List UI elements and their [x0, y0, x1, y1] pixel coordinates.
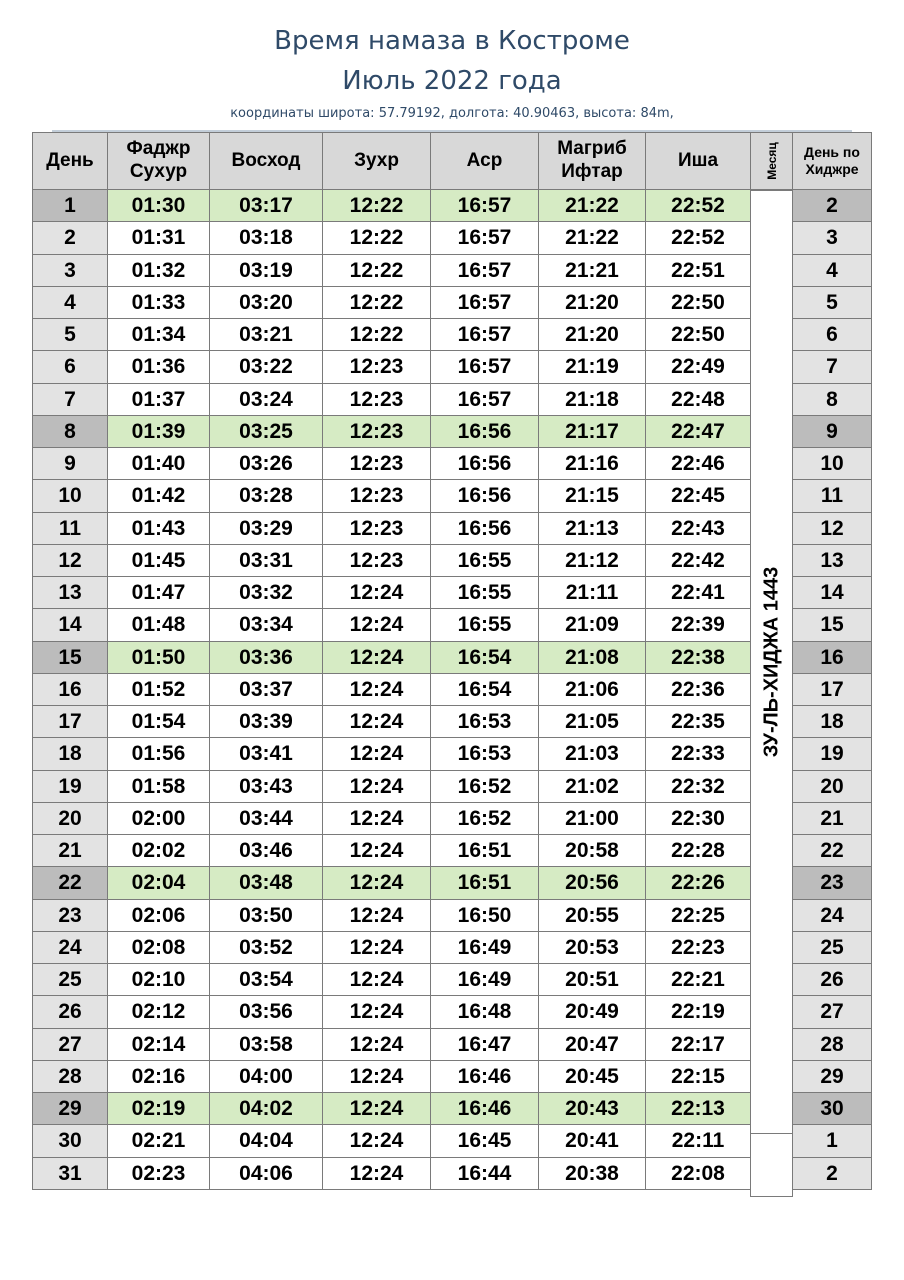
cell-maghrib: 21:08: [538, 641, 646, 674]
cell-zuhr: 12:24: [322, 1028, 431, 1061]
cell-day: 10: [32, 479, 108, 513]
cell-zuhr: 12:24: [322, 608, 431, 642]
cell-zuhr: 12:24: [322, 1092, 431, 1125]
cell-maghrib: 20:45: [538, 1060, 646, 1093]
cell-hijri: 9: [792, 415, 872, 448]
cell-day: 28: [32, 1060, 108, 1093]
cell-asr: 16:54: [430, 673, 539, 706]
cell-hijri: 15: [792, 608, 872, 642]
cell-fajr: 01:50: [107, 641, 210, 674]
cell-hijri: 1: [792, 1124, 872, 1158]
cell-maghrib: 21:03: [538, 737, 646, 771]
cell-day: 21: [32, 834, 108, 867]
cell-day: 22: [32, 866, 108, 900]
cell-day: 12: [32, 544, 108, 577]
cell-maghrib: 20:49: [538, 995, 646, 1029]
cell-day: 1: [32, 189, 108, 222]
cell-asr: 16:53: [430, 737, 539, 771]
cell-fajr: 02:21: [107, 1124, 210, 1158]
cell-fajr: 02:23: [107, 1157, 210, 1190]
cell-asr: 16:55: [430, 544, 539, 577]
cell-zuhr: 12:23: [322, 544, 431, 577]
cell-sunrise: 03:48: [209, 866, 323, 900]
cell-zuhr: 12:24: [322, 866, 431, 900]
cell-hijri: 6: [792, 318, 872, 351]
cell-fajr: 01:39: [107, 415, 210, 448]
cell-fajr: 01:36: [107, 350, 210, 384]
cell-zuhr: 12:22: [322, 189, 431, 222]
header-isha: Иша: [645, 132, 751, 190]
cell-maghrib: 20:58: [538, 834, 646, 867]
cell-maghrib: 20:41: [538, 1124, 646, 1158]
header-maghrib: Магриб Ифтар: [538, 132, 646, 190]
cell-hijri: 2: [792, 1157, 872, 1190]
cell-isha: 22:33: [645, 737, 751, 771]
cell-maghrib: 21:22: [538, 221, 646, 255]
cell-hijri: 26: [792, 963, 872, 996]
cell-sunrise: 03:44: [209, 802, 323, 835]
cell-zuhr: 12:22: [322, 221, 431, 255]
cell-maghrib: 20:47: [538, 1028, 646, 1061]
cell-asr: 16:55: [430, 576, 539, 609]
cell-day: 3: [32, 254, 108, 287]
cell-maghrib: 20:53: [538, 931, 646, 964]
cell-hijri: 29: [792, 1060, 872, 1093]
cell-zuhr: 12:24: [322, 899, 431, 932]
cell-day: 9: [32, 447, 108, 480]
cell-sunrise: 03:32: [209, 576, 323, 609]
cell-isha: 22:28: [645, 834, 751, 867]
cell-sunrise: 03:25: [209, 415, 323, 448]
cell-hijri: 7: [792, 350, 872, 384]
cell-fajr: 01:37: [107, 383, 210, 416]
cell-day: 15: [32, 641, 108, 674]
cell-fajr: 02:02: [107, 834, 210, 867]
cell-isha: 22:08: [645, 1157, 751, 1190]
cell-sunrise: 03:36: [209, 641, 323, 674]
cell-fajr: 01:47: [107, 576, 210, 609]
cell-maghrib: 21:02: [538, 770, 646, 803]
cell-day: 4: [32, 286, 108, 319]
cell-fajr: 01:45: [107, 544, 210, 577]
cell-sunrise: 03:54: [209, 963, 323, 996]
cell-asr: 16:57: [430, 189, 539, 222]
cell-hijri: 2: [792, 189, 872, 222]
cell-sunrise: 03:34: [209, 608, 323, 642]
cell-day: 26: [32, 995, 108, 1029]
cell-hijri: 13: [792, 544, 872, 577]
cell-fajr: 01:30: [107, 189, 210, 222]
cell-maghrib: 21:18: [538, 383, 646, 416]
cell-hijri: 21: [792, 802, 872, 835]
cell-isha: 22:38: [645, 641, 751, 674]
cell-maghrib: 20:38: [538, 1157, 646, 1190]
cell-fajr: 01:43: [107, 512, 210, 545]
cell-fajr: 02:12: [107, 995, 210, 1029]
cell-zuhr: 12:24: [322, 963, 431, 996]
cell-zuhr: 12:23: [322, 512, 431, 545]
month-empty-cell: [750, 1133, 793, 1197]
cell-day: 2: [32, 221, 108, 255]
cell-asr: 16:49: [430, 963, 539, 996]
cell-isha: 22:45: [645, 479, 751, 513]
cell-asr: 16:51: [430, 866, 539, 900]
cell-day: 7: [32, 383, 108, 416]
cell-hijri: 22: [792, 834, 872, 867]
cell-asr: 16:51: [430, 834, 539, 867]
cell-isha: 22:52: [645, 189, 751, 222]
cell-sunrise: 03:39: [209, 705, 323, 738]
cell-isha: 22:30: [645, 802, 751, 835]
cell-isha: 22:52: [645, 221, 751, 255]
cell-hijri: 30: [792, 1092, 872, 1125]
cell-isha: 22:15: [645, 1060, 751, 1093]
cell-zuhr: 12:24: [322, 931, 431, 964]
cell-fajr: 02:14: [107, 1028, 210, 1061]
cell-zuhr: 12:24: [322, 995, 431, 1029]
cell-hijri: 12: [792, 512, 872, 545]
cell-day: 16: [32, 673, 108, 706]
cell-zuhr: 12:23: [322, 479, 431, 513]
cell-asr: 16:52: [430, 770, 539, 803]
cell-hijri: 10: [792, 447, 872, 480]
cell-asr: 16:47: [430, 1028, 539, 1061]
cell-maghrib: 21:22: [538, 189, 646, 222]
header-asr: Аср: [430, 132, 539, 190]
cell-isha: 22:11: [645, 1124, 751, 1158]
cell-sunrise: 03:29: [209, 512, 323, 545]
cell-asr: 16:56: [430, 512, 539, 545]
coordinates-text: координаты широта: 57.79192, долгота: 40.90463, высота: 84m,: [230, 106, 674, 121]
cell-sunrise: 03:18: [209, 221, 323, 255]
cell-sunrise: 03:19: [209, 254, 323, 287]
cell-day: 11: [32, 512, 108, 545]
header-fajr: Фаджр Сухур: [107, 132, 210, 190]
cell-isha: 22:42: [645, 544, 751, 577]
cell-day: 20: [32, 802, 108, 835]
header-month: Месяц: [750, 132, 793, 190]
cell-sunrise: 03:31: [209, 544, 323, 577]
header-hijri-day: День по Хиджре: [792, 132, 872, 190]
cell-isha: 22:43: [645, 512, 751, 545]
cell-maghrib: 21:20: [538, 318, 646, 351]
cell-hijri: 23: [792, 866, 872, 900]
cell-sunrise: 03:41: [209, 737, 323, 771]
cell-asr: 16:57: [430, 383, 539, 416]
cell-fajr: 01:33: [107, 286, 210, 319]
cell-isha: 22:39: [645, 608, 751, 642]
cell-sunrise: 03:43: [209, 770, 323, 803]
cell-isha: 22:50: [645, 318, 751, 351]
cell-asr: 16:56: [430, 447, 539, 480]
cell-zuhr: 12:24: [322, 673, 431, 706]
hijri-month-column: [750, 190, 793, 1134]
cell-hijri: 28: [792, 1028, 872, 1061]
cell-zuhr: 12:24: [322, 641, 431, 674]
cell-maghrib: 21:12: [538, 544, 646, 577]
cell-isha: 22:19: [645, 995, 751, 1029]
cell-maghrib: 21:16: [538, 447, 646, 480]
cell-fajr: 01:58: [107, 770, 210, 803]
cell-hijri: 25: [792, 931, 872, 964]
cell-sunrise: 03:26: [209, 447, 323, 480]
cell-zuhr: 12:22: [322, 318, 431, 351]
hijri-month-label: ЗУ-ЛЬ-ХИДЖА 1443: [760, 566, 782, 758]
cell-asr: 16:53: [430, 705, 539, 738]
cell-sunrise: 03:24: [209, 383, 323, 416]
cell-maghrib: 20:51: [538, 963, 646, 996]
cell-asr: 16:49: [430, 931, 539, 964]
cell-isha: 22:41: [645, 576, 751, 609]
cell-asr: 16:57: [430, 254, 539, 287]
cell-fajr: 02:08: [107, 931, 210, 964]
cell-sunrise: 04:04: [209, 1124, 323, 1158]
cell-zuhr: 12:22: [322, 286, 431, 319]
cell-sunrise: 04:02: [209, 1092, 323, 1125]
cell-asr: 16:56: [430, 415, 539, 448]
cell-isha: 22:36: [645, 673, 751, 706]
cell-isha: 22:13: [645, 1092, 751, 1125]
header-sunrise: Восход: [209, 132, 323, 190]
cell-asr: 16:57: [430, 286, 539, 319]
cell-zuhr: 12:24: [322, 834, 431, 867]
cell-maghrib: 21:13: [538, 512, 646, 545]
cell-asr: 16:57: [430, 221, 539, 255]
cell-zuhr: 12:22: [322, 254, 431, 287]
cell-day: 18: [32, 737, 108, 771]
cell-maghrib: 21:19: [538, 350, 646, 384]
cell-isha: 22:35: [645, 705, 751, 738]
cell-sunrise: 03:20: [209, 286, 323, 319]
cell-asr: 16:50: [430, 899, 539, 932]
cell-zuhr: 12:24: [322, 705, 431, 738]
cell-day: 13: [32, 576, 108, 609]
cell-fajr: 02:04: [107, 866, 210, 900]
cell-sunrise: 03:46: [209, 834, 323, 867]
cell-hijri: 19: [792, 737, 872, 771]
cell-fajr: 02:10: [107, 963, 210, 996]
cell-isha: 22:25: [645, 899, 751, 932]
cell-fajr: 02:06: [107, 899, 210, 932]
cell-isha: 22:21: [645, 963, 751, 996]
cell-maghrib: 21:00: [538, 802, 646, 835]
cell-hijri: 16: [792, 641, 872, 674]
cell-isha: 22:17: [645, 1028, 751, 1061]
cell-day: 19: [32, 770, 108, 803]
cell-hijri: 20: [792, 770, 872, 803]
cell-sunrise: 04:00: [209, 1060, 323, 1093]
cell-hijri: 14: [792, 576, 872, 609]
cell-maghrib: 21:09: [538, 608, 646, 642]
cell-isha: 22:50: [645, 286, 751, 319]
cell-maghrib: 21:15: [538, 479, 646, 513]
cell-maghrib: 20:55: [538, 899, 646, 932]
cell-zuhr: 12:23: [322, 383, 431, 416]
cell-isha: 22:51: [645, 254, 751, 287]
cell-asr: 16:45: [430, 1124, 539, 1158]
cell-zuhr: 12:24: [322, 1157, 431, 1190]
cell-day: 30: [32, 1124, 108, 1158]
cell-sunrise: 04:06: [209, 1157, 323, 1190]
cell-zuhr: 12:24: [322, 737, 431, 771]
cell-zuhr: 12:23: [322, 415, 431, 448]
cell-isha: 22:49: [645, 350, 751, 384]
cell-fajr: 01:32: [107, 254, 210, 287]
header-day: День: [32, 132, 108, 190]
cell-zuhr: 12:23: [322, 350, 431, 384]
cell-asr: 16:52: [430, 802, 539, 835]
cell-maghrib: 21:11: [538, 576, 646, 609]
cell-fajr: 01:52: [107, 673, 210, 706]
cell-sunrise: 03:58: [209, 1028, 323, 1061]
cell-day: 14: [32, 608, 108, 642]
cell-fajr: 02:00: [107, 802, 210, 835]
cell-fajr: 01:34: [107, 318, 210, 351]
cell-hijri: 18: [792, 705, 872, 738]
cell-hijri: 17: [792, 673, 872, 706]
cell-zuhr: 12:24: [322, 1124, 431, 1158]
cell-asr: 16:46: [430, 1092, 539, 1125]
cell-sunrise: 03:50: [209, 899, 323, 932]
cell-fajr: 01:31: [107, 221, 210, 255]
page-title: Время намаза в Костроме: [274, 26, 630, 56]
cell-asr: 16:46: [430, 1060, 539, 1093]
cell-sunrise: 03:37: [209, 673, 323, 706]
cell-asr: 16:48: [430, 995, 539, 1029]
cell-day: 25: [32, 963, 108, 996]
cell-hijri: 3: [792, 221, 872, 255]
cell-day: 24: [32, 931, 108, 964]
cell-maghrib: 20:56: [538, 866, 646, 900]
cell-day: 29: [32, 1092, 108, 1125]
cell-fajr: 02:19: [107, 1092, 210, 1125]
cell-sunrise: 03:52: [209, 931, 323, 964]
cell-day: 5: [32, 318, 108, 351]
cell-day: 8: [32, 415, 108, 448]
cell-zuhr: 12:23: [322, 447, 431, 480]
cell-day: 23: [32, 899, 108, 932]
cell-fajr: 01:48: [107, 608, 210, 642]
cell-hijri: 11: [792, 479, 872, 513]
cell-asr: 16:54: [430, 641, 539, 674]
cell-isha: 22:46: [645, 447, 751, 480]
cell-day: 17: [32, 705, 108, 738]
cell-maghrib: 21:06: [538, 673, 646, 706]
cell-zuhr: 12:24: [322, 770, 431, 803]
cell-fajr: 02:16: [107, 1060, 210, 1093]
cell-isha: 22:32: [645, 770, 751, 803]
cell-isha: 22:47: [645, 415, 751, 448]
cell-day: 6: [32, 350, 108, 384]
cell-isha: 22:23: [645, 931, 751, 964]
cell-fajr: 01:54: [107, 705, 210, 738]
cell-hijri: 27: [792, 995, 872, 1029]
cell-sunrise: 03:21: [209, 318, 323, 351]
cell-maghrib: 21:17: [538, 415, 646, 448]
cell-zuhr: 12:24: [322, 1060, 431, 1093]
cell-maghrib: 21:20: [538, 286, 646, 319]
cell-maghrib: 20:43: [538, 1092, 646, 1125]
cell-day: 31: [32, 1157, 108, 1190]
cell-hijri: 24: [792, 899, 872, 932]
cell-asr: 16:57: [430, 350, 539, 384]
cell-asr: 16:44: [430, 1157, 539, 1190]
header-zuhr: Зухр: [322, 132, 431, 190]
cell-fajr: 01:40: [107, 447, 210, 480]
cell-zuhr: 12:24: [322, 802, 431, 835]
cell-fajr: 01:42: [107, 479, 210, 513]
cell-hijri: 4: [792, 254, 872, 287]
prayer-times-table: [32, 132, 872, 1198]
cell-zuhr: 12:24: [322, 576, 431, 609]
cell-asr: 16:55: [430, 608, 539, 642]
cell-isha: 22:26: [645, 866, 751, 900]
cell-asr: 16:57: [430, 318, 539, 351]
cell-sunrise: 03:22: [209, 350, 323, 384]
cell-hijri: 5: [792, 286, 872, 319]
cell-fajr: 01:56: [107, 737, 210, 771]
cell-maghrib: 21:21: [538, 254, 646, 287]
cell-sunrise: 03:28: [209, 479, 323, 513]
page-subtitle: Июль 2022 года: [342, 66, 562, 96]
cell-day: 27: [32, 1028, 108, 1061]
cell-sunrise: 03:56: [209, 995, 323, 1029]
cell-sunrise: 03:17: [209, 189, 323, 222]
cell-hijri: 8: [792, 383, 872, 416]
cell-isha: 22:48: [645, 383, 751, 416]
cell-asr: 16:56: [430, 479, 539, 513]
cell-maghrib: 21:05: [538, 705, 646, 738]
